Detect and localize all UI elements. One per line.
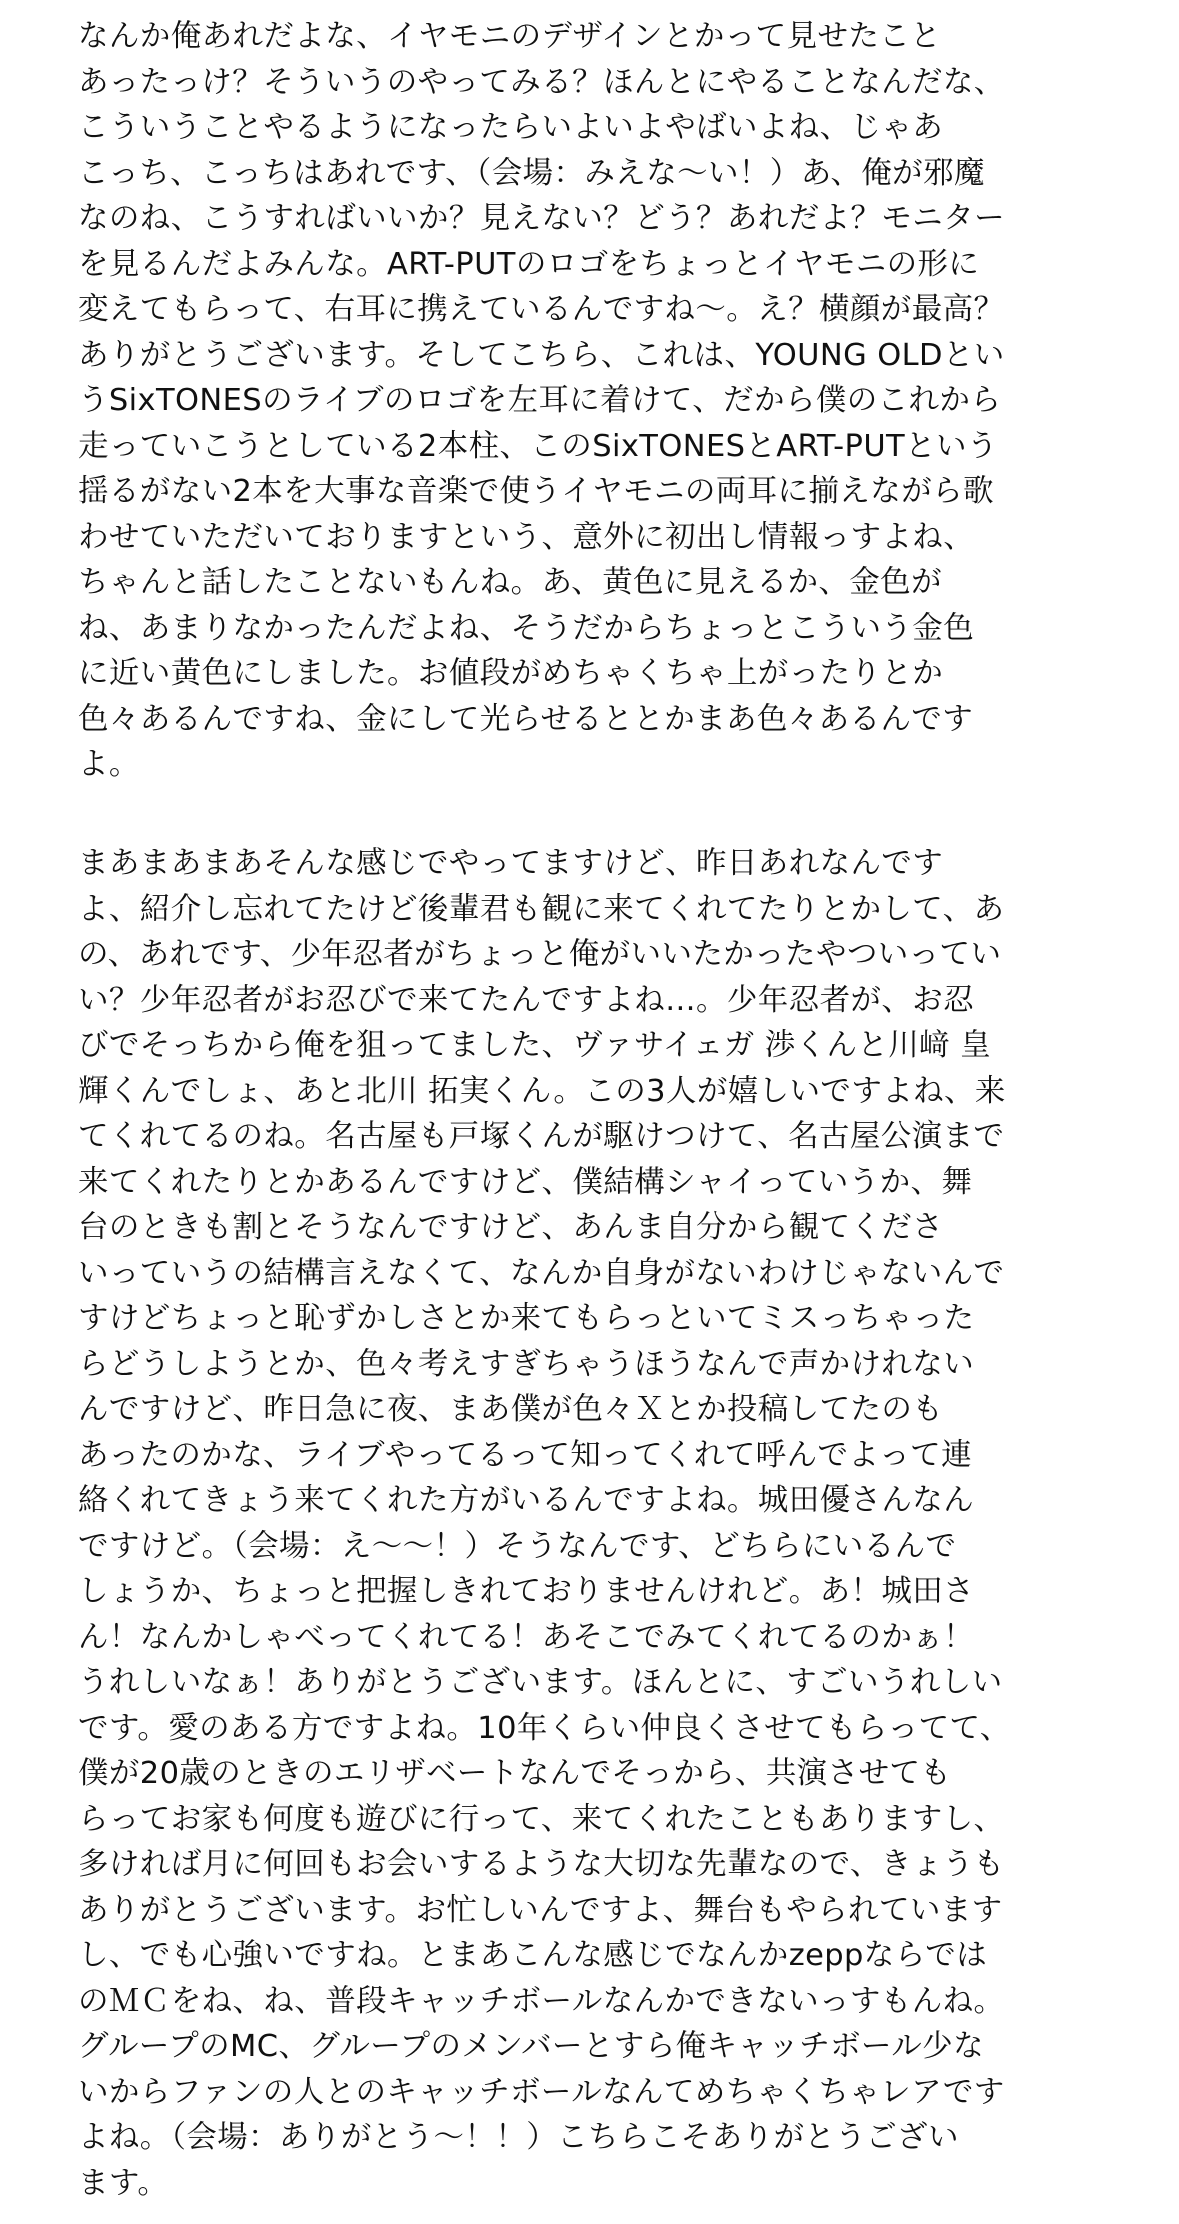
text-line: なのね、こうすればいいか？見えない？どう？あれだよ？モニター [78, 201, 1005, 236]
text-line: です。愛のある方ですよね。10年くらい仲良くさせてもらってて、 [78, 1710, 1011, 1746]
text-line: てくれてるのね。名古屋も戸塚くんが駆けつけて、名古屋公演まで [78, 1119, 1005, 1154]
text-line: わせていただいておりますという、意外に初出し情報っすよね、 [78, 519, 975, 555]
text-line: 揺るがない2本を大事な音楽で使うイヤモニの両耳に揃えながら歌 [78, 474, 994, 509]
text-line: うSixTONESのライブのロゴを左耳に着けて、だから僕のこれから [78, 383, 1002, 418]
text-line: 色々あるんですね、金にして光らせるととかまあ色々あるんです [78, 701, 974, 737]
text-line: いからファンの人とのキャッチボールなんてめちゃくちゃレアです [78, 2074, 1005, 2110]
text-line: こっち、こっちはあれです、（会場：みえな〜い！）あ、俺が邪魔 [78, 155, 985, 191]
text-line: 僕が20歳のときのエリザベートなんでそっから、共演させても [78, 1756, 952, 1791]
text-line: ね、あまりなかったんだよね、そうだからちょっとこういう金色 [78, 610, 975, 646]
text-line: すけどちょっと恥ずかしさとか来てもらっといてミスっちゃった [78, 1301, 975, 1336]
paragraph-2 [78, 841, 1118, 2206]
text-line: 来てくれたりとかあるんですけど、僕結構シャイっていうか、舞 [78, 1164, 973, 1200]
text-line: 台のときも割とそうなんですけど、あんま自分から観てくださ [78, 1210, 944, 1245]
text-line: ありがとうございます。お忙しいんですよ、舞台もやられています [78, 1892, 1003, 1928]
text-line: に近い黄色にしました。お値段がめちゃくちゃ上がったりとか [78, 656, 944, 691]
text-line: ん！なんかしゃべってくれてる！あそこでみてくれてるのかぁ！ [78, 1619, 975, 1655]
text-line: よ。 [78, 747, 140, 782]
text-line: グループのMC、グループのメンバーとすら俺キャッチボール少な [78, 2029, 984, 2064]
text-line: びでそっちから俺を狙ってました、ヴァサイェガ 渉くんと川﨑 皇 [78, 1028, 992, 1063]
text-line: よね。（会場：ありがとう〜！！）こちらこそありがとうござい [78, 2120, 959, 2155]
text-line: いっていうの結構言えなくて、なんか自身がないわけじゃないんで [78, 1255, 1005, 1291]
text-line: しょうか、ちょっと把握しきれておりませんけれど。あ！城田さ [78, 1574, 975, 1609]
text-line: 絡くれてきょう来てくれた方がいるんですよね。城田優さんなん [78, 1483, 975, 1518]
text-line: らどうしようとか、色々考えすぎちゃうほうなんで声かけれない [78, 1346, 975, 1382]
text-line: 多ければ月に何回もお会いするような大切な先輩なので、きょうも [78, 1847, 1005, 1882]
text-line: のＭＣをね、ね、普段キャッチボールなんかできないっすもんね。 [78, 1983, 1005, 2019]
text-line: い？少年忍者がお忍びで来てたんですよね…。少年忍者が、お忍 [78, 982, 975, 1018]
text-line: んですけど、昨日急に夜、まあ僕が色々Ｘとか投稿してたのも [78, 1392, 944, 1427]
text-line: 輝くんでしょ、あと北川 拓実くん。この3人が嬉しいですよね、来 [78, 1073, 1006, 1109]
text-line: ちゃんと話したことないもんね。あ、黄色に見えるか、金色が [78, 565, 942, 600]
text-line: まあまあまあそんな感じでやってますけど、昨日あれなんです [78, 846, 944, 881]
text-line: あったっけ？そういうのやってみる？ほんとにやることなんだな、 [78, 64, 1005, 100]
paragraph-1 [78, 14, 1118, 788]
text-line: ですけど。（会場：え〜〜！）そうなんです、どちらにいるんで [78, 1528, 957, 1564]
text-line: を見るんだよみんな。ART-PUTのロゴをちょっとイヤモニの形に [78, 246, 980, 282]
text-line: らってお家も何度も遊びに行って、来てくれたこともありますし、 [78, 1801, 1005, 1837]
text-line: 走っていこうとしている2本柱、このSixTONESとART-PUTという [78, 428, 998, 464]
text-line: ありがとうございます。そしてこちら、これは、YOUNG OLDとい [78, 337, 1005, 373]
text-line: の、あれです、少年忍者がちょっと俺がいいたかったやついってい [78, 937, 1002, 972]
text-line: こういうことやるようになったらいよいよやばいよね、じゃあ [78, 110, 944, 145]
text-line: し、でも心強いですね。とまあこんな感じでなんかzeppならでは [78, 1938, 988, 1973]
text-line: あったのかな、ライブやってるって知ってくれて呼んでよって連 [78, 1437, 972, 1473]
text-line: なんか俺あれだよな、イヤモニのデザインとかって見せたこと [78, 19, 942, 54]
text-line: うれしいなぁ！ありがとうございます。ほんとに、すごいうれしい [78, 1665, 1003, 1700]
text-line: 変えてもらって、右耳に携えているんですね〜。え？横顔が最高？ [78, 292, 1005, 327]
text-line: ます。 [78, 2165, 169, 2201]
text-line: よ、紹介し忘れてたけど後輩君も観に来てくれてたりとかして、あ [78, 891, 1005, 927]
